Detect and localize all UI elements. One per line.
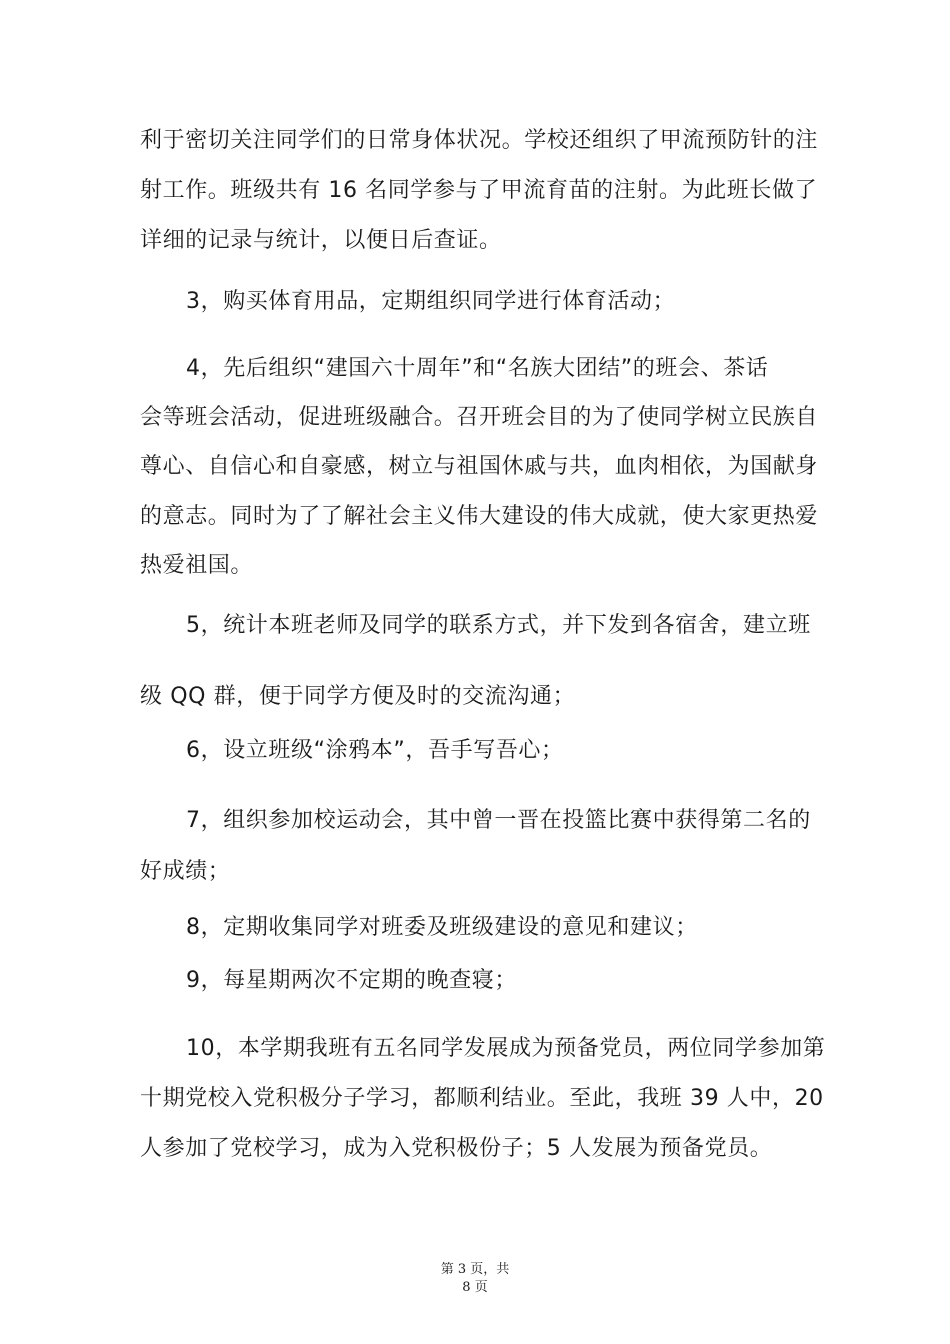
text-line: 级 QQ 群，便于同学方便及时的交流沟通；	[140, 684, 576, 709]
text-line: 好成绩；	[140, 859, 231, 884]
text-line: 会等班会活动，促进班级融合。召开班会目的为了使同学树立民族自	[140, 405, 819, 430]
text-line: 详细的记录与统计，以便日后查证。	[140, 228, 502, 253]
text-line: 人参加了党校学习，成为入党积极份子；5 人发展为预备党员。	[140, 1136, 773, 1161]
text-line: 尊心、自信心和自豪感，树立与祖国休戚与共，血肉相依，为国献身	[140, 454, 819, 479]
list-item-6: 6，设立班级“涂鸦本”，吾手写吾心；	[186, 738, 564, 763]
text-line: 的意志。同时为了了解社会主义伟大建设的伟大成就，使大家更热爱	[140, 504, 819, 529]
text-line: 利于密切关注同学们的日常身体状况。学校还组织了甲流预防针的注	[140, 128, 819, 153]
text-line: 热爱祖国。	[140, 553, 254, 578]
list-item-10: 10，本学期我班有五名同学发展成为预备党员，两位同学参加第	[186, 1036, 826, 1061]
list-item-4: 4，先后组织“建国六十周年”和“名族大团结”的班会、茶话	[186, 356, 769, 381]
list-item-9: 9，每星期两次不定期的晚查寝；	[186, 968, 517, 993]
list-item-3: 3，购买体育用品，定期组织同学进行体育活动；	[186, 289, 676, 314]
page-number: 第 3 页，共	[440, 1262, 510, 1277]
list-item-7: 7，组织参加校运动会，其中曾一晋在投篮比赛中获得第二名的	[186, 808, 811, 833]
page-total: 8 页	[462, 1280, 488, 1295]
list-item-8: 8，定期收集同学对班委及班级建设的意见和建议；	[186, 915, 698, 940]
text-line: 十期党校入党积极分子学习，都顺利结业。至此，我班 39 人中，20	[140, 1086, 824, 1111]
list-item-5: 5，统计本班老师及同学的联系方式，并下发到各宿舍，建立班	[186, 613, 811, 638]
text-line: 射工作。班级共有 16 名同学参与了甲流育苗的注射。为此班长做了	[140, 178, 818, 203]
